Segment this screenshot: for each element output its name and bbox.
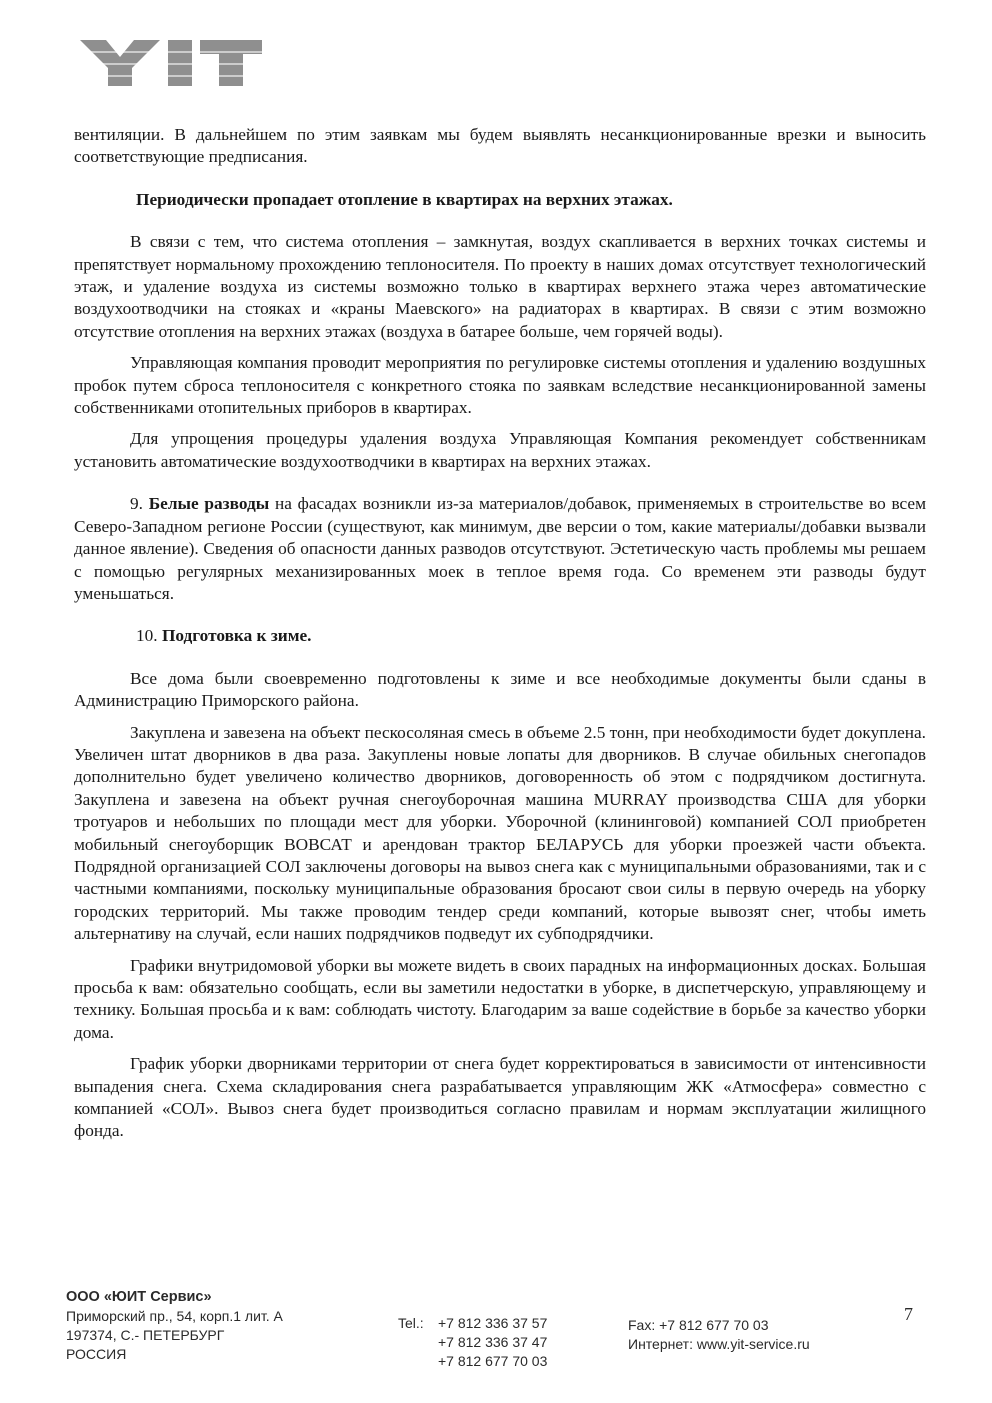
item-9-paragraph — [74, 493, 926, 605]
intro-paragraph: вентиляции. В дальнейшем по этим заявкам мы будем выявлять несанкционированные врезки и выносить соответствующие предписания. — [74, 125, 926, 167]
heating-paragraph-3: Для упрощения процедуры удаления воздуха Управляющая Компания рекомендует собственникам установить автоматические воздухоотводчики в квартирах на верхних этажах. — [74, 429, 926, 471]
footer-tel-2: +7 812 336 37 47 — [438, 1334, 548, 1350]
footer-company: ООО «ЮИТ Сервис» — [66, 1289, 212, 1305]
footer-address-line-3: РОССИЯ — [66, 1346, 127, 1362]
heating-paragraph-1: В связи с тем, что система отопления – замкнутая, воздух скапливается в верхних точках системы и препятствует нормальному прохождению теплоносителя. По проекту в наших домах отсутствует технологический этаж, и удаление воздуха из системы возможно только в квартирах верхнего этажа через автоматические воздухоотводчики на стояках и «краны Маевского» на радиаторах в квартирах. В связи с этим возможно отсутствие отопления на верхних этажах (воздуха в батарее больше, чем горячей воды). — [74, 232, 926, 341]
heating-paragraph-2: Управляющая компания проводит мероприятия по регулировке системы отопления и удалению воздушных пробок путем сброса теплоносителя с конкретного стояка по заявкам вследствие несанкционированной замены собственниками отопительных приборов в квартирах. — [74, 353, 926, 418]
heating-heading: Периодически пропадает отопление в квартирах на верхних этажах. — [136, 189, 673, 209]
footer-tel-3: +7 812 677 70 03 — [438, 1353, 548, 1369]
item-10-title: Подготовка к зиме. — [161, 626, 312, 646]
item-9-number: 9. — [130, 494, 143, 514]
footer-address-line-1: Приморский пр., 54, корп.1 лит. А — [66, 1308, 283, 1324]
item-10-heading — [74, 625, 926, 647]
footer-tel-label: Tel.: — [398, 1315, 424, 1331]
footer-phones — [398, 1314, 547, 1371]
footer-tel-1: +7 812 336 37 57 — [438, 1315, 548, 1331]
item-9-text: на фасадах возникли из-за материалов/добавок, применяемых в строительстве во всем Северо-Западном регионе России (существуют, как минимум, две версии о том, какие материалы/добавки вызвали данное явление). Сведения об опасности данных разводов отсутствуют. Эстетическую часть проблемы мы решаем с помощью регулярных механизированных моек в теплое время года. Со временем эти разводы будут уменьшаться. — [74, 494, 927, 603]
winter-paragraph-2: Закуплена и завезена на объект пескосоляная смесь в объеме 2.5 тонн, при необходимости будет докуплена. Увеличен штат дворников в два раза. Закуплены новые лопаты для дворников. В случае обильных снегопадов дополнительно будет увеличено количество дворников, договоренность об этом с подрядчиком достигнута. Закуплена и завезена на объект ручная снегоуборочная машина MURRAY производства США для уборки тротуаров и небольших по площади мест для уборки. Уборочной (клининговой) компанией СОЛ приобретен мобильный снегоуборщик ВОВСАТ и арендован трактор БЕЛАРУСЬ для уборки проезжей части объекта. Подрядной организацией СОЛ заключены договоры на вывоз снега как с муниципальными образованиями, так и с частными компаниями, поскольку муниципальные образования бросают свои силы в первую очередь на уборку городских территорий. Мы также проводим тендер среди компаний, которые вывозят снег, чтобы иметь альтернативу на случай, если наших подрядчиков подведут их субподрядчики. — [74, 722, 926, 944]
document-body — [74, 124, 926, 1143]
footer-internet: Интернет: www.yit-service.ru — [628, 1336, 810, 1352]
footer-fax: Fax: +7 812 677 70 03 — [628, 1317, 769, 1333]
item-9-bold-lead: Белые разводы — [148, 494, 270, 514]
item-10-number: 10. — [136, 626, 158, 646]
footer-address-line-2: 197374, С.- ПЕТЕРБУРГ — [66, 1327, 225, 1343]
footer-address — [66, 1288, 283, 1364]
winter-paragraph-1: Все дома были своевременно подготовлены к зиме и все необходимые документы были сданы в Администрацию Приморского района. — [74, 668, 926, 711]
winter-paragraph-3: Графики внутридомовой уборки вы можете видеть в своих парадных на информационных досках. Большая просьба к вам: обязательно сообщать, если вы заметили недостатки в уборке, в диспетчерскую, управляющему и технику. Большая просьба и к вам: соблюдать чистоту. Благодарим за ваше содействие в борьбе за качество уборки дома. — [74, 955, 926, 1042]
footer-contacts — [628, 1316, 810, 1354]
page-number: 7 — [904, 1304, 913, 1324]
yit-logo — [80, 40, 262, 86]
winter-paragraph-4: График уборки дворниками территории от снега будет корректироваться в зависимости от интенсивности выпадения снега. Схема складирования снега разрабатывается управляющим ЖК «Атмосфера» совместно с компанией «СОЛ». Вывоз снега будет производиться согласно правилам и нормам эксплуатации жилищного фонда. — [74, 1054, 926, 1141]
